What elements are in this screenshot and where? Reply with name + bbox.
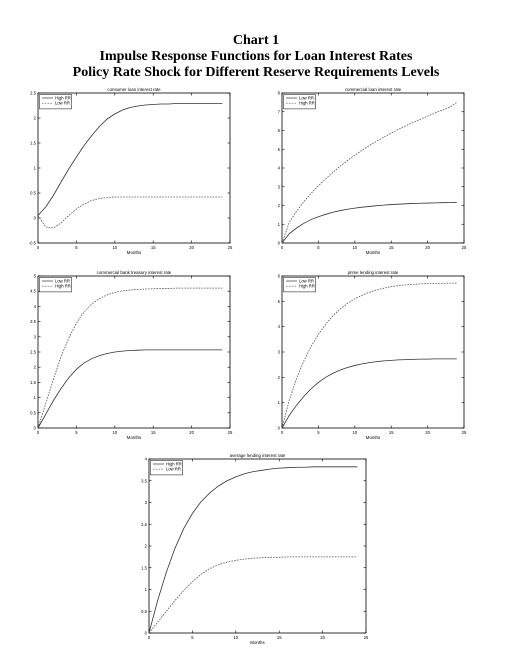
x-tick-label: 25 (227, 245, 233, 250)
x-tick-label: 5 (191, 635, 194, 640)
x-tick-label: 5 (317, 245, 320, 250)
x-tick-label: 10 (352, 430, 358, 435)
y-tick-label: 2 (277, 374, 280, 380)
x-tick-label: 10 (112, 245, 118, 250)
x-tick-label: 10 (112, 430, 118, 435)
y-tick-label: 7 (277, 109, 280, 115)
y-tick-label: 2.5 (30, 90, 36, 96)
y-tick-label: 1.5 (30, 140, 36, 146)
y-tick-label: 1.5 (141, 565, 147, 571)
x-tick-label: 25 (461, 430, 467, 435)
y-tick-label: 0 (277, 240, 280, 246)
legend-label: High RR (55, 283, 71, 289)
series-line-low-rr (38, 350, 222, 428)
chart-average-lending (141, 453, 369, 645)
x-axis-label: Months (126, 250, 142, 255)
y-tick-label: 0.5 (30, 190, 36, 196)
y-tick-label: 1 (33, 395, 36, 401)
y-tick-label: 4 (277, 324, 280, 330)
x-tick-label: 15 (150, 430, 156, 435)
y-tick-label: 0 (33, 215, 36, 221)
y-tick-label: 5 (277, 146, 280, 152)
x-tick-label: 0 (280, 430, 284, 435)
legend-label: High RR (55, 95, 71, 101)
x-tick-label: 15 (150, 245, 156, 250)
x-tick-label: 5 (75, 430, 78, 435)
y-tick-label: 3 (144, 500, 147, 505)
x-tick-label: 10 (233, 635, 239, 640)
y-tick-label: 1 (277, 400, 280, 406)
x-tick-label: 0 (280, 245, 284, 250)
series-line-high-rr (38, 288, 222, 428)
series-line-low-rr (282, 202, 457, 243)
chart-title: commercial loan interest rate (344, 87, 402, 92)
x-tick-label: 5 (317, 430, 320, 435)
title-line-2: Impulse Response Functions for Loan Interest Rates (99, 49, 413, 64)
y-tick-label: 2.5 (141, 521, 147, 527)
y-tick-label: 1 (144, 587, 147, 592)
legend-label: High RR (299, 283, 315, 289)
y-tick-label: -0.5 (28, 240, 36, 246)
legend-label: Low RR (166, 466, 181, 472)
chart-title: average lending interest rate (229, 453, 286, 458)
y-tick-label: 2.5 (30, 349, 36, 355)
x-tick-label: 25 (363, 635, 369, 640)
plot-frame (38, 276, 230, 428)
chart-commercial-loan (277, 87, 467, 255)
y-tick-label: 1 (33, 165, 36, 171)
chart-figure-title (0, 33, 512, 81)
x-tick-label: 10 (352, 245, 358, 250)
legend-label: High RR (299, 100, 315, 106)
y-tick-label: 2 (277, 203, 280, 208)
y-tick-label: 4 (277, 165, 280, 171)
plot-frame (282, 276, 464, 428)
x-tick-label: 0 (36, 245, 40, 250)
series-line-low-rr (149, 557, 357, 633)
y-tick-label: 3.5 (30, 319, 36, 325)
series-line-high-rr (282, 102, 457, 243)
x-tick-label: 5 (75, 245, 78, 250)
legend-label: Low RR (299, 95, 314, 101)
y-tick-label: 3 (277, 349, 280, 355)
legend (151, 461, 183, 475)
y-tick-label: 0 (33, 425, 36, 431)
y-tick-label: 5 (33, 273, 36, 279)
legend-label: Low RR (55, 278, 70, 284)
x-tick-label: 0 (36, 430, 40, 435)
legend-label: High RR (166, 461, 182, 467)
legend (284, 278, 316, 292)
x-tick-label: 15 (276, 635, 282, 640)
x-tick-label: 20 (189, 430, 194, 435)
series-line-low-rr (38, 197, 222, 228)
y-tick-label: 6 (277, 273, 280, 279)
series-line-low-rr (282, 359, 457, 428)
chart-consumer-loan (28, 87, 233, 255)
y-tick-label: 1 (277, 221, 280, 227)
plot-frame (38, 93, 230, 243)
y-tick-label: 8 (277, 90, 280, 96)
y-tick-label: 2 (33, 115, 36, 121)
y-tick-label: 2 (33, 364, 36, 370)
y-tick-label: 0.5 (141, 608, 147, 614)
x-tick-label: 20 (320, 635, 325, 640)
series-line-high-rr (282, 283, 457, 428)
y-tick-label: 3 (277, 184, 280, 190)
y-tick-label: 1.5 (30, 379, 36, 385)
legend (284, 95, 316, 109)
legend-label: Low RR (55, 100, 70, 106)
chart-title: commercial bank treasury interest rate (96, 270, 172, 275)
x-tick-label: 25 (461, 245, 467, 250)
title-line-1: Chart 1 (232, 33, 280, 48)
x-axis-label: Months (126, 435, 142, 440)
x-axis-label: Months (250, 640, 265, 645)
y-tick-label: 0 (144, 630, 147, 636)
chart-prime-lending (277, 270, 467, 440)
y-tick-label: 3 (33, 334, 36, 340)
legend (40, 278, 72, 292)
plot-frame (149, 459, 366, 633)
chart-treasury-rate (30, 270, 233, 440)
x-tick-label: 15 (388, 245, 394, 250)
y-tick-label: 4 (33, 303, 36, 309)
series-line-high-rr (149, 467, 357, 633)
x-axis-label: Months (365, 250, 381, 255)
legend-label: Low RR (299, 278, 314, 284)
y-tick-label: 0 (277, 425, 280, 431)
y-tick-label: 4 (144, 456, 147, 462)
y-tick-label: 5 (277, 298, 280, 304)
legend (40, 95, 72, 109)
y-tick-label: 2 (144, 543, 147, 549)
x-axis-label: Months (365, 435, 381, 440)
x-tick-label: 0 (147, 635, 151, 640)
y-tick-label: 6 (277, 128, 280, 133)
x-tick-label: 15 (388, 430, 394, 435)
title-line-3: Policy Rate Shock for Different Reserve Requirements Levels (72, 65, 440, 80)
series-line-high-rr (38, 104, 222, 216)
y-tick-label: 4.5 (30, 288, 36, 294)
chart-title: consumer loan interest rate (107, 87, 161, 92)
y-tick-label: 0.5 (30, 410, 36, 416)
x-tick-label: 20 (425, 430, 430, 435)
x-tick-label: 25 (227, 430, 233, 435)
x-tick-label: 20 (425, 245, 430, 250)
x-tick-label: 20 (189, 245, 194, 250)
y-tick-label: 3.5 (141, 478, 147, 484)
chart-title: prime lending interest rate (347, 270, 399, 275)
